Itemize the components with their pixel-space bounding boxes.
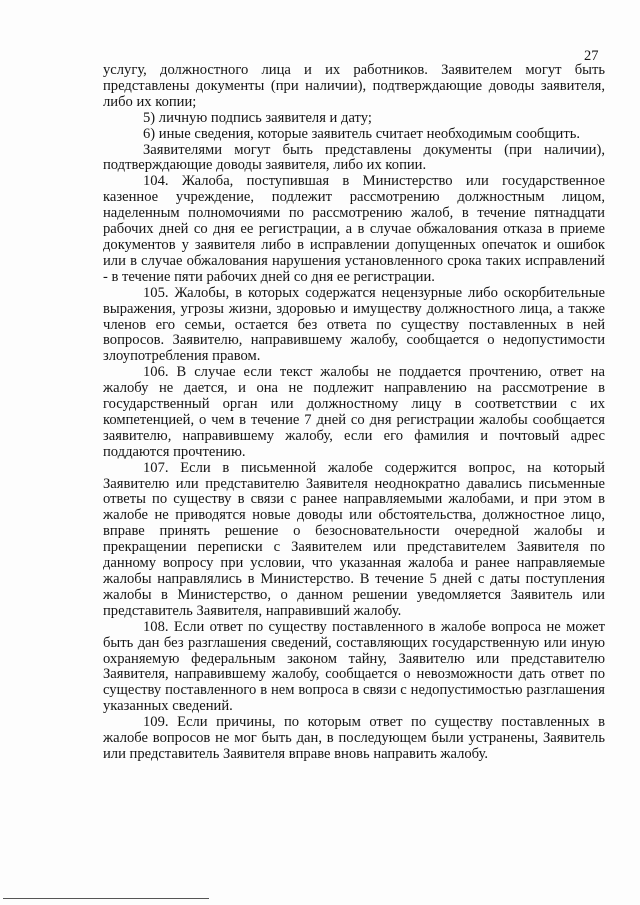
footnote-divider — [3, 898, 209, 899]
paragraph-108: 108. Если ответ по существу поставленного в жалобе вопроса не может быть дан без разглашения сведений, составляющих государственную или иную охраняемую федеральным законом тайну, Заявителю или представителю Заявителя, направившему жалобу, сообщается о невозможности дать ответ по существу поставленного в нем вопроса в связи с недопустимостью разглашения указанных сведений. — [103, 618, 605, 715]
paragraph-item-5: 5) личную подпись заявителя и дату; — [143, 109, 372, 126]
paragraph-continuation: услугу, должностного лица и их работников. Заявителем могут быть представлены документы (при наличии), подтверждающие доводы заявителя, либо их копии; — [103, 62, 605, 110]
paragraph-105: 105. Жалобы, в которых содержатся нецензурные либо оскорбительные выражения, угрозы жизни, здоровью и имуществу должностного лица, а также членов его семьи, остается без ответа по существу поставленных в ней вопросов. Заявителю, направившему жалобу, сообщается о недопустимости злоупотребления правом. — [103, 284, 605, 365]
paragraph-documents: Заявителями могут быть представлены документы (при наличии), подтверждающие доводы заявителя, либо их копии. — [103, 141, 605, 174]
paragraph-item-6: 6) иные сведения, которые заявитель считает необходимым сообщить. — [143, 125, 581, 142]
paragraph-109: 109. Если причины, по которым ответ по существу поставленных в жалобе вопросов не мог быть дан, в последующем были устранены, Заявитель или представитель Заявителя вправе вновь направить жалобу. — [103, 714, 605, 762]
page-number: 27 — [584, 48, 599, 64]
document-body — [103, 63, 605, 763]
paragraph-107: 107. Если в письменной жалобе содержится вопрос, на который Заявителю или представителю Заявителя неоднократно давались письменные ответы по существу в связи с ранее направляемыми жалобами, и при этом в жалобе не приводятся новые доводы или обстоятельства, должностное лицо, вправе принять решение о безосновательности очередной жалобы и прекращении переписки с Заявителем или представителем Заявителя по данному вопросу при условии, что указанная жалоба и ранее направляемые жалобы направлялись в Министерство. В течение 5 дней с даты поступления жалобы в Министерство, о данном решении уведомляется Заявитель или представитель Заявителя, направивший жалобу. — [103, 459, 605, 619]
paragraph-106: 106. В случае если текст жалобы не поддается прочтению, ответ на жалобу не дается, и она не подлежит направлению на рассмотрение в государственный орган или должностному лицу в соответствии с их компетенцией, о чем в течение 7 дней со дня регистрации жалобы сообщается заявителю, направившему жалобу, если его фамилия и почтовый адрес поддаются прочтению. — [103, 364, 605, 460]
paragraph-104: 104. Жалоба, поступившая в Министерство или государственное казенное учреждение, подлежит рассмотрению должностным лицом, наделенным полномочиями по рассмотрению жалоб, в течение пятнадцати рабочих дней со дня ее регистрации, а в случае обжалования отказа в приеме документов у заявителя либо в исправлении допущенных опечаток и ошибок или в случае обжалования нарушения установленного срока таких исправлений - в течение пяти рабочих дней со дня ее регистрации. — [103, 173, 605, 285]
